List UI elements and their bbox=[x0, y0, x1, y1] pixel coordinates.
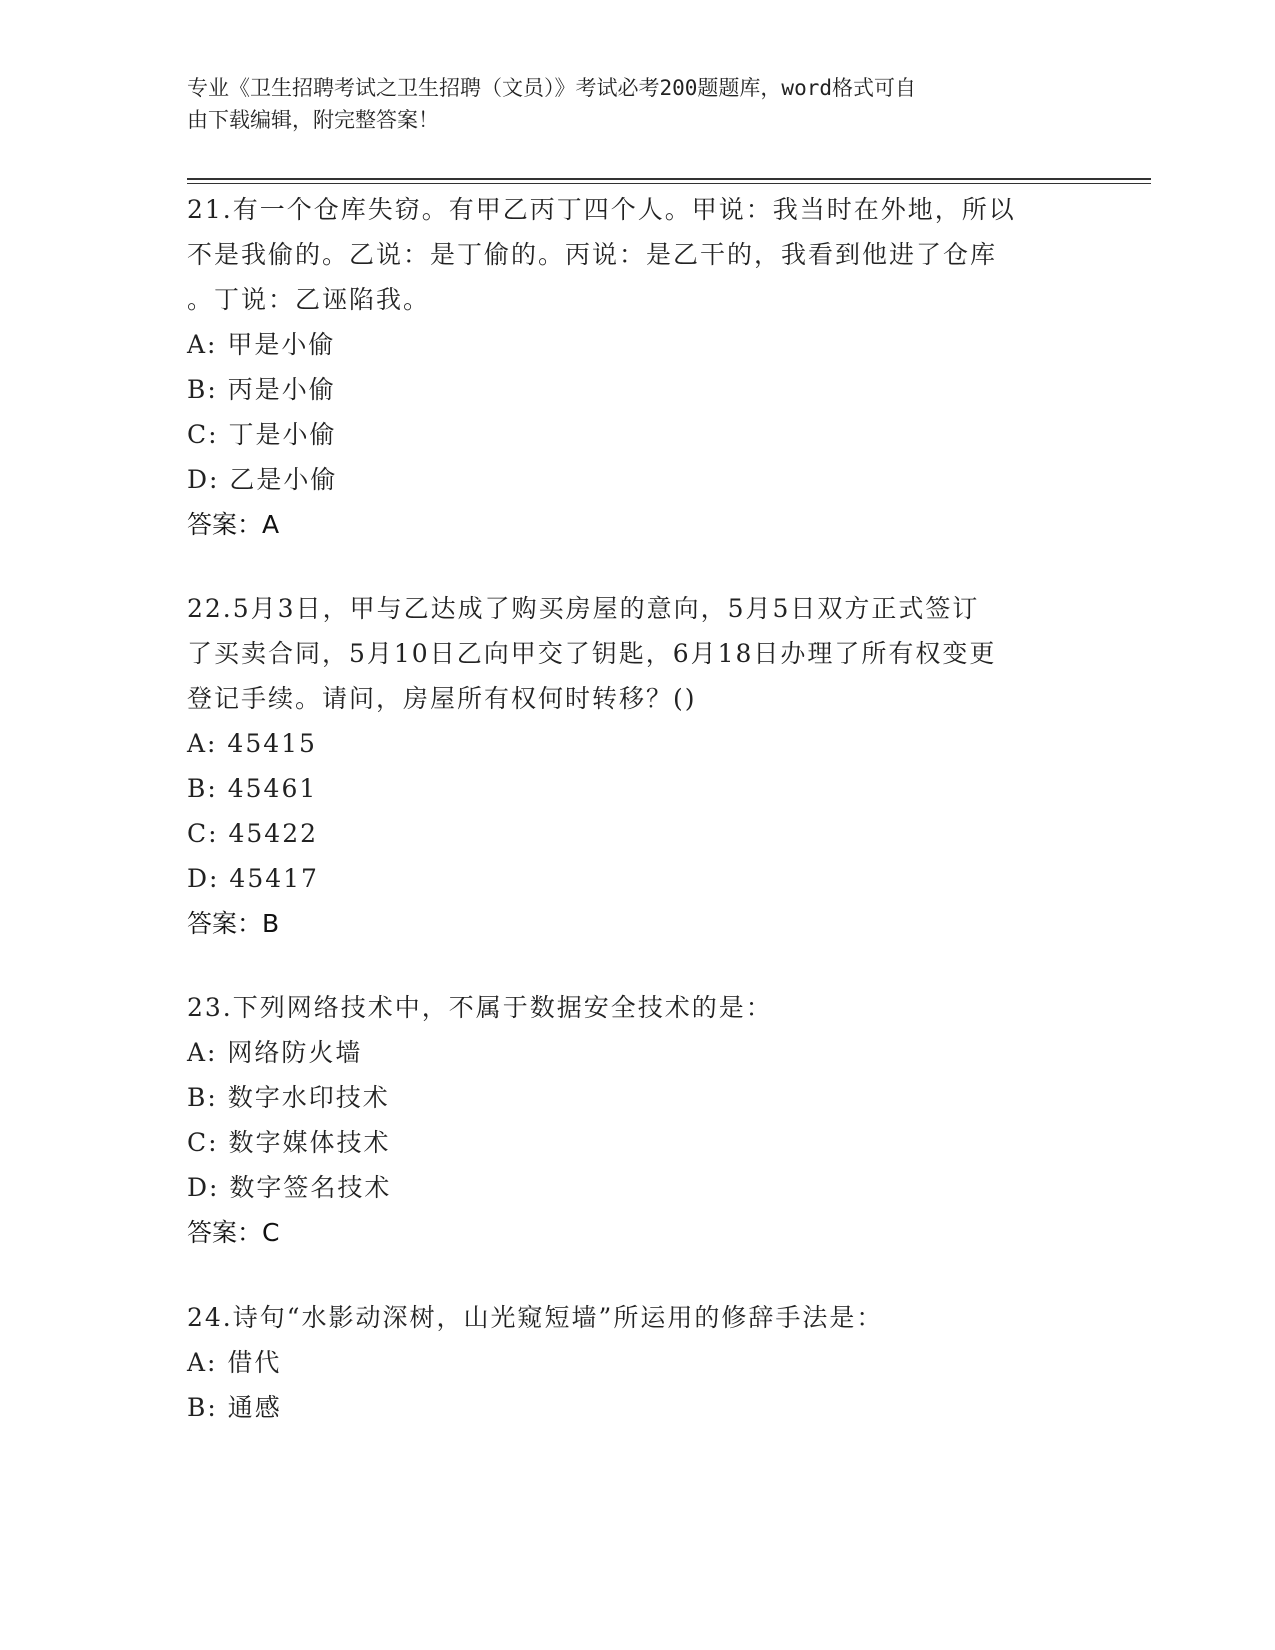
question-text-line: 22.5月3日，甲与乙达成了购买房屋的意向，5月5日双方正式签订 bbox=[187, 594, 980, 623]
option-c: C: 丁是小偷 bbox=[187, 420, 337, 449]
question-22 bbox=[187, 586, 1087, 946]
question-24 bbox=[187, 1295, 1087, 1430]
question-text-line: 23.下列网络技术中，不属于数据安全技术的是： bbox=[187, 993, 773, 1022]
option-d: D: 乙是小偷 bbox=[187, 465, 338, 494]
option-c: C: 数字媒体技术 bbox=[187, 1128, 391, 1157]
option-a: A: 网络防火墙 bbox=[187, 1038, 363, 1067]
question-text-line: 24.诗句“水影动深树，山光窥短墙”所运用的修辞手法是： bbox=[187, 1303, 884, 1332]
document-header bbox=[187, 72, 1087, 136]
option-c: C: 45422 bbox=[187, 819, 319, 848]
header-divider-thick bbox=[187, 178, 1151, 180]
option-a: A: 甲是小偷 bbox=[187, 330, 336, 359]
option-a: A: 借代 bbox=[187, 1348, 282, 1377]
answer-line: 答案：C bbox=[187, 1218, 280, 1247]
option-d: D: 数字签名技术 bbox=[187, 1173, 392, 1202]
header-line: 专业《卫生招聘考试之卫生招聘（文员）》考试必考200题题库，word格式可自 bbox=[187, 76, 916, 100]
option-a: A: 45415 bbox=[187, 729, 317, 758]
option-b: B: 丙是小偷 bbox=[187, 375, 336, 404]
answer-line: 答案：A bbox=[187, 510, 280, 539]
question-text-line: 不是我偷的。乙说：是丁偷的。丙说：是乙干的，我看到他进了仓库 bbox=[187, 240, 998, 269]
answer-line: 答案：B bbox=[187, 909, 280, 938]
option-b: B: 通感 bbox=[187, 1393, 282, 1422]
option-b: B: 数字水印技术 bbox=[187, 1083, 390, 1112]
header-divider-thin bbox=[187, 183, 1151, 184]
question-text-line: 21.有一个仓库失窃。有甲乙丙丁四个人。甲说：我当时在外地，所以 bbox=[187, 195, 1016, 224]
question-23 bbox=[187, 985, 1087, 1255]
question-text-line: 。丁说：乙诬陷我。 bbox=[187, 285, 431, 314]
option-b: B: 45461 bbox=[187, 774, 318, 803]
question-21 bbox=[187, 187, 1087, 547]
question-text-line: 登记手续。请问，房屋所有权何时转移？() bbox=[187, 684, 697, 713]
option-d: D: 45417 bbox=[187, 864, 319, 893]
question-text-line: 了买卖合同，5月10日乙向甲交了钥匙，6月18日办理了所有权变更 bbox=[187, 639, 997, 668]
header-line: 由下载编辑，附完整答案！ bbox=[187, 108, 439, 132]
